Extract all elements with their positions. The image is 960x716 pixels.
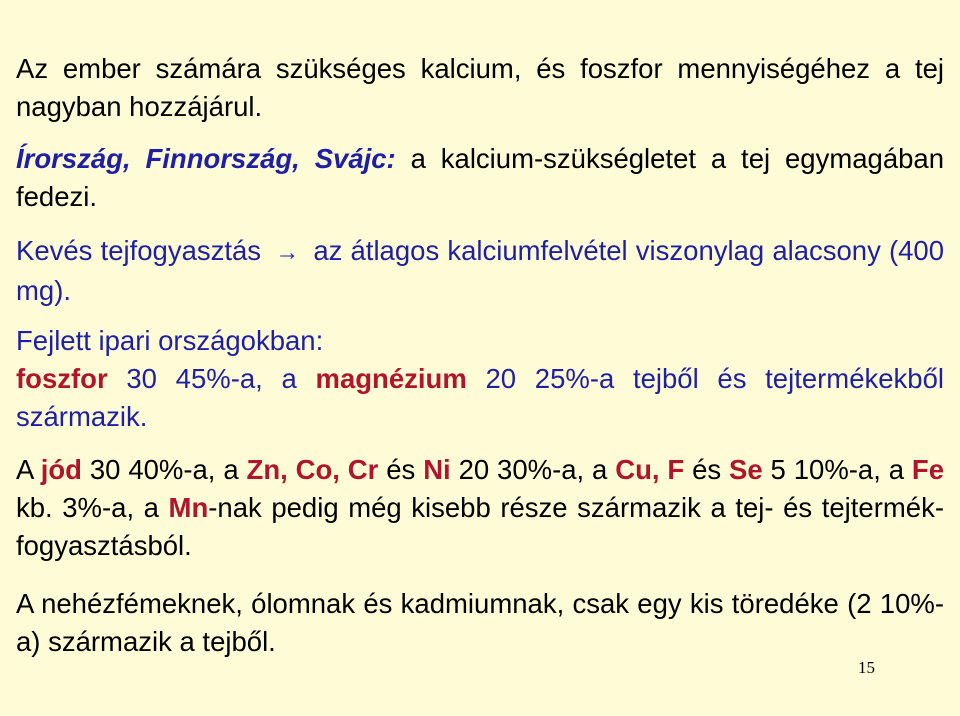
paragraph-text: kb. 3%-a, a <box>16 492 169 523</box>
paragraph-industrial-countries <box>16 322 944 436</box>
term-jod: jód <box>40 454 82 485</box>
paragraph-text: A <box>16 454 41 485</box>
paragraph-low-consumption <box>16 232 944 310</box>
paragraph-intro: Fejlett ipari országokban: <box>16 325 324 356</box>
paragraph-text: az átlagos kalciumfelvétel viszonylag alacsony (400 mg). <box>16 235 945 306</box>
countries-highlight: Írország, Finnország, Svájc: <box>16 143 396 174</box>
paragraph-text: és <box>378 454 424 485</box>
term-mn: Mn <box>168 492 209 523</box>
term-foszfor: foszfor <box>16 363 108 394</box>
paragraph-trace-elements <box>16 451 944 565</box>
paragraph-text: A nehézfémeknek, ólomnak és kadmiumnak, csak egy kis töredéke (2 10%-a) származik a tejből. <box>16 588 944 657</box>
paragraph-countries <box>16 140 944 216</box>
paragraph-text: -nak pedig még kisebb része származik a tej- és tejtermék-fogyasztásból. <box>16 492 944 561</box>
page-number: 15 <box>858 658 875 677</box>
arrow-right-icon: → <box>275 239 300 266</box>
term-ni: Ni <box>423 454 451 485</box>
term-se: Se <box>729 454 763 485</box>
paragraph-text: Kevés tejfogyasztás <box>16 235 262 266</box>
term-zn-co-cr: Zn, Co, Cr <box>246 454 379 485</box>
paragraph-text: 20 30%-a, a <box>450 454 616 485</box>
term-magnezium: magnézium <box>315 363 467 394</box>
paragraph-text: Az ember számára szükséges kalcium, és foszfor mennyiségéhez a tej nagyban hozzájárul. <box>16 53 944 122</box>
paragraph-text: 5 10%-a, a <box>762 454 912 485</box>
paragraph-text: 30 40%-a, a <box>81 454 247 485</box>
term-cu-f: Cu, F <box>615 454 685 485</box>
term-fe: Fe <box>911 454 945 485</box>
paragraph-text: 30 45%-a, a <box>107 363 316 394</box>
paragraph-text: és <box>684 454 730 485</box>
paragraph-text: 20 25%-a tejből és tejtermékekből származik. <box>16 363 944 432</box>
paragraph-heavy-metals <box>16 585 944 661</box>
paragraph-text: a kalcium-szükségletet a tej egymagában fedezi. <box>16 143 944 212</box>
paragraph-calcium-phosphorus <box>16 50 944 126</box>
